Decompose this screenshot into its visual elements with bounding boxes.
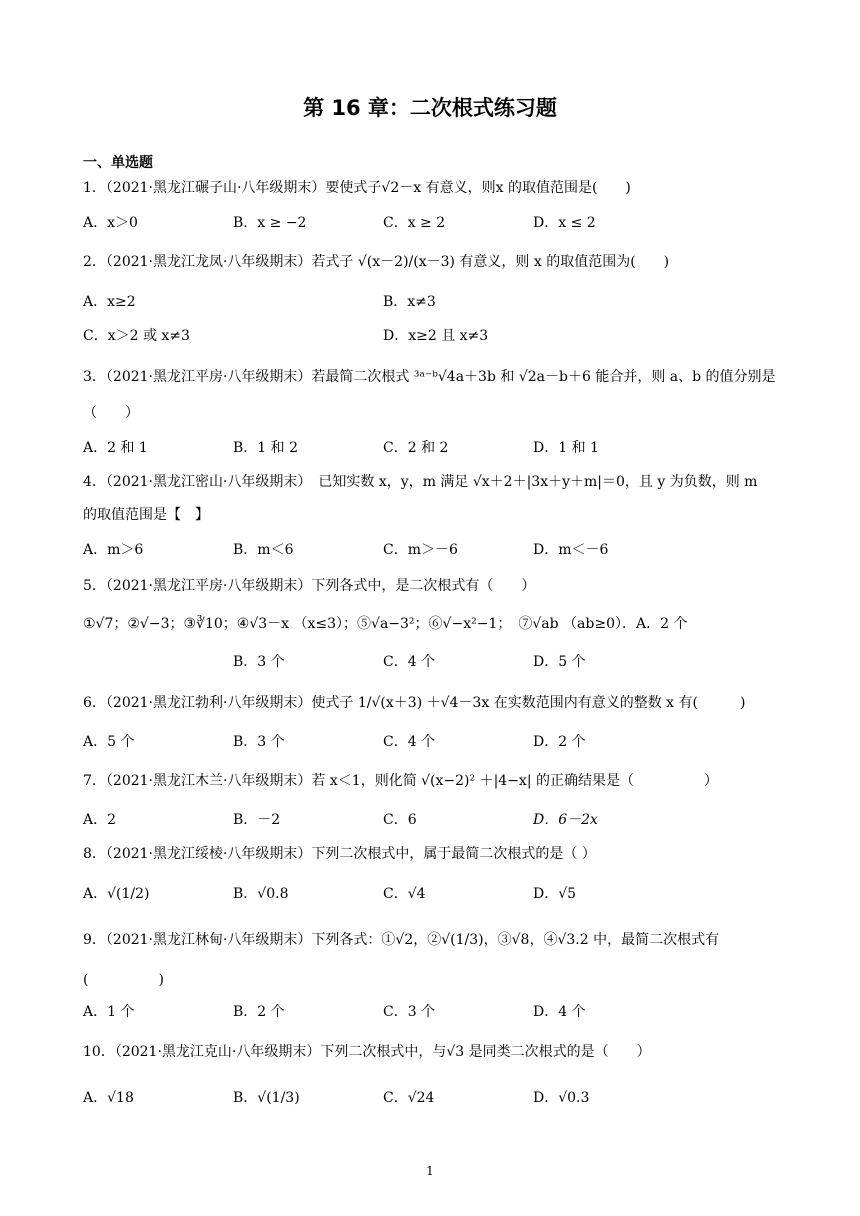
q7-option-c: C．6 (383, 812, 417, 828)
q4-option-d: D．m＜－6 (533, 542, 609, 558)
q7-option-a: A．2 (83, 812, 117, 828)
q3-option-b: B．1 和 2 (233, 440, 299, 456)
section-heading: 一、单选题 (83, 155, 153, 171)
q4-option-c: C．m＞－6 (383, 542, 458, 558)
q1-option-b: B．x ≥ −2 (233, 215, 307, 231)
q3-option-d: D．1 和 1 (533, 440, 599, 456)
q2-option-c: C．x＞2 或 x≠3 (83, 328, 190, 344)
q5-option-c: C．4 个 (383, 654, 436, 670)
q9-option-a: A．1 个 (83, 1004, 135, 1020)
question-5-items: ①√7；②√−3；③∛10；④√3－x （x≤3）；⑤√a−3²；⑥√−x²−1； ⑦√ab （ab≥0）．A．2 个 (83, 616, 688, 632)
q4-option-a: A．m＞6 (83, 542, 144, 558)
q7-option-b: B．－2 (233, 812, 281, 828)
q5-option-b: B．3 个 (233, 654, 285, 670)
q5-option-d: D．5 个 (533, 654, 586, 670)
q6-option-d: D．2 个 (533, 734, 586, 750)
q10-option-a: A．√18 (83, 1090, 134, 1106)
q8-option-d: D．√5 (533, 886, 577, 902)
q9-option-c: C．3 个 (383, 1004, 436, 1020)
q9-option-d: D．4 个 (533, 1004, 586, 1020)
q3-option-a: A．2 和 1 (83, 440, 148, 456)
question-6-stem: 6．（2021·黑龙江勃利·八年级期末）使式子 1/√(x＋3) ＋√4－3x 在实数范围内有意义的整数 x 有( ) (83, 695, 746, 711)
q10-option-b: B．√(1/3) (233, 1090, 300, 1106)
q8-option-a: A．√(1/2) (83, 886, 150, 902)
q7-option-d: D．6－2x (533, 812, 598, 828)
q2-option-a: A．x≥2 (83, 294, 136, 310)
page-title: 第 16 章：二次根式练习题 (303, 96, 557, 120)
question-2-stem: 2．（2021·黑龙江龙凤·八年级期末）若式子 √(x－2)/(x－3) 有意义，则 x 的取值范围为( ) (83, 254, 670, 270)
question-9-stem: 9．（2021·黑龙江林甸·八年级期末）下列各式：①√2，②√(1/3)，③√8，④√3.2 中，最简二次根式有 (83, 932, 720, 948)
q1-option-d: D．x ≤ 2 (533, 215, 596, 231)
q6-option-b: B．3 个 (233, 734, 285, 750)
q10-option-d: D．√0.3 (533, 1090, 590, 1106)
q6-option-c: C．4 个 (383, 734, 436, 750)
q1-option-c: C．x ≥ 2 (383, 215, 446, 231)
question-8-stem: 8．（2021·黑龙江绥棱·八年级期末）下列二次根式中，属于最简二次根式的是（ ） (83, 846, 596, 862)
question-3-stem-continued: （ ） (83, 405, 139, 421)
q2-option-b: B．x≠3 (383, 294, 436, 310)
question-1-stem: 1．（2021·黑龙江碾子山·八年级期末）要使式子√2－x 有意义，则x 的取值范围是( ) (83, 180, 631, 196)
q9-option-b: B．2 个 (233, 1004, 285, 1020)
page-number: 1 (426, 1164, 434, 1178)
question-5-stem: 5．（2021·黑龙江平房·八年级期末）下列各式中，是二次根式有（ ） (83, 578, 536, 594)
q8-option-c: C．√4 (383, 886, 426, 902)
question-4-stem: 4．（2021·黑龙江密山·八年级期末） 已知实数 x，y，m 满足 √x＋2＋|3x＋y＋m|＝0，且 y 为负数，则 m (83, 474, 758, 490)
q2-option-d: D．x≥2 且 x≠3 (383, 328, 489, 344)
q4-option-b: B．m＜6 (233, 542, 294, 558)
question-10-stem: 10．（2021·黑龙江克山·八年级期末）下列二次根式中，与√3 是同类二次根式的是（ ） (83, 1044, 651, 1060)
q1-option-a: A．x＞0 (83, 215, 138, 231)
question-9-stem-continued: ( ) (83, 972, 164, 988)
question-3-stem: 3．（2021·黑龙江平房·八年级期末）若最简二次根式 ³ᵃ⁻ᵇ√4a＋3b 和 √2a－b＋6 能合并，则 a、b 的值分别是 (83, 369, 776, 385)
q3-option-c: C．2 和 2 (383, 440, 449, 456)
q6-option-a: A．5 个 (83, 734, 135, 750)
q10-option-c: C．√24 (383, 1090, 435, 1106)
question-4-stem-continued: 的取值范围是【 】 (83, 507, 209, 523)
question-7-stem: 7．（2021·黑龙江木兰·八年级期末）若 x＜1，则化简 √(x−2)² ＋|4−x| 的正确结果是（ ） (83, 773, 718, 789)
q8-option-b: B．√0.8 (233, 886, 289, 902)
